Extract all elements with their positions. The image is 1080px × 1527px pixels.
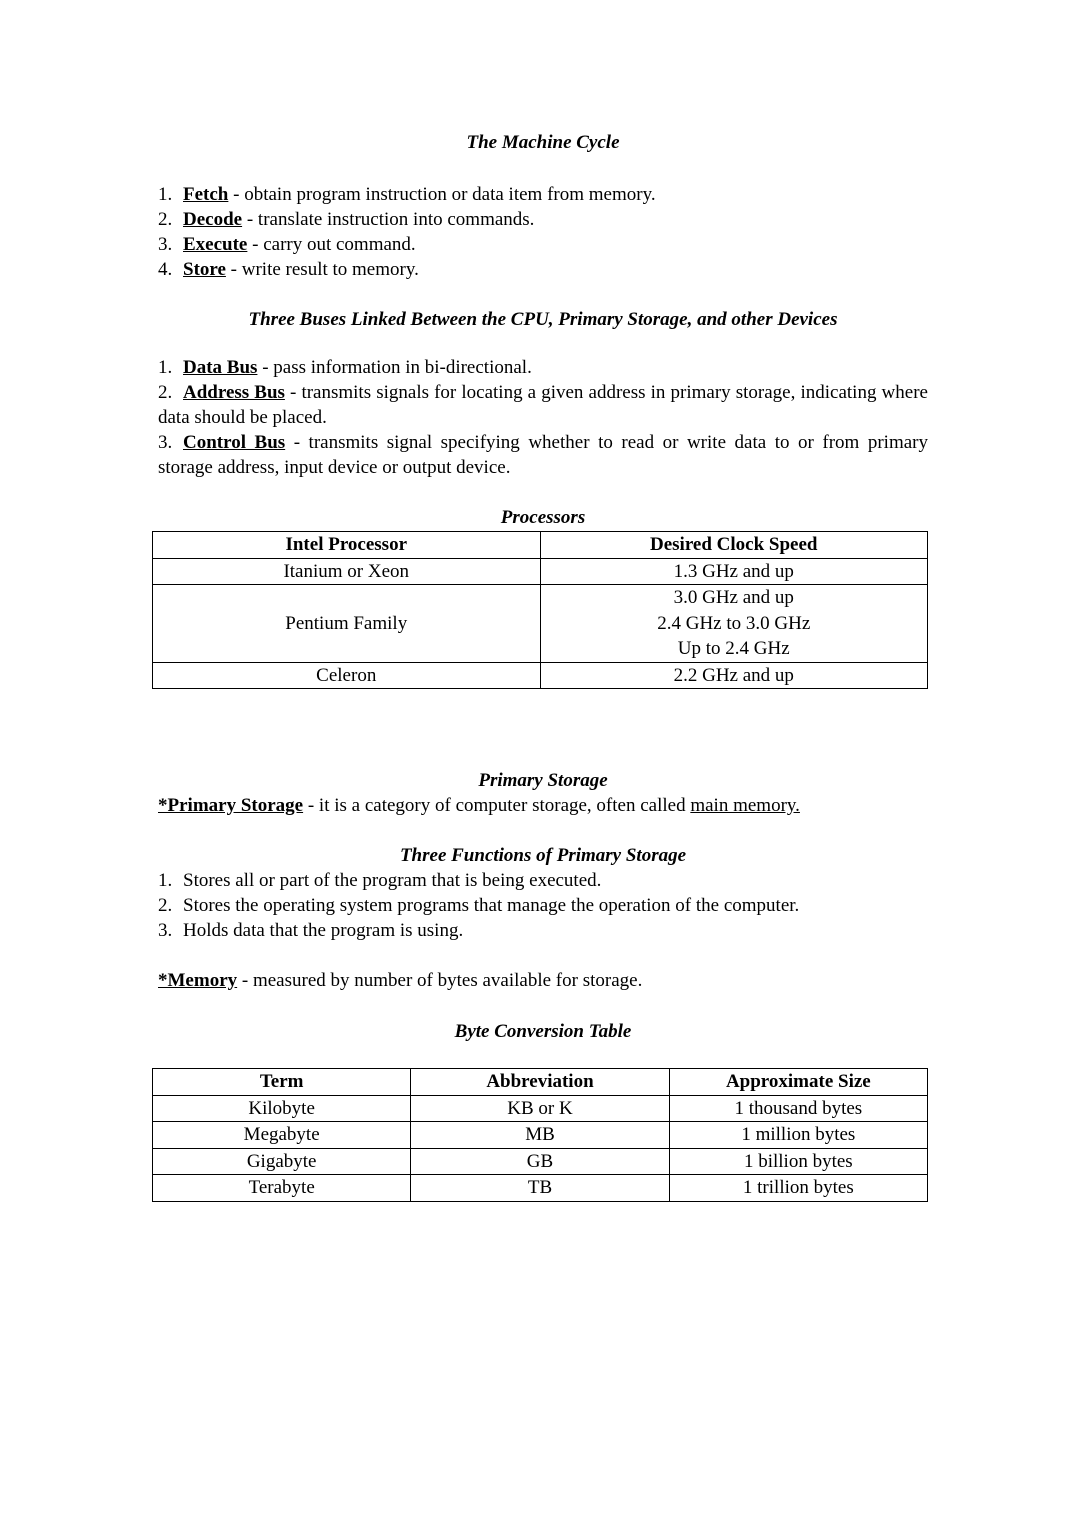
term-description: - write result to memory. (225, 259, 419, 280)
processors-table-container (152, 531, 928, 689)
function-text: Stores all or part of the program that is being executed. (183, 870, 602, 891)
cell-processor: Celeron (153, 662, 541, 689)
column-header-clock-speed: Desired Clock Speed (540, 532, 928, 559)
cell-term: Megabyte (153, 1122, 411, 1149)
table-header-row (153, 1069, 928, 1096)
list-number: 2. (158, 382, 173, 403)
term-memory: *Memory (158, 970, 238, 991)
cell-processor: Pentium Family (153, 585, 541, 663)
term-description: - pass information in bi-directional. (257, 357, 532, 378)
byte-conversion-table (152, 1068, 928, 1202)
cell-size: 1 billion bytes (669, 1148, 927, 1175)
byte-table-title: Byte Conversion Table (454, 1021, 632, 1042)
list-item (158, 232, 928, 257)
function-text: Stores the operating system programs that manage the operation of the computer. (183, 895, 800, 916)
table-header-row (153, 532, 928, 559)
byte-table-container (152, 1068, 928, 1202)
term-data-bus: Data Bus (183, 357, 258, 378)
cell-speed: 1.3 GHz and up (540, 558, 928, 585)
list-item (158, 355, 928, 380)
cell-speed: 2.2 GHz and up (540, 662, 928, 689)
cell-size: 1 trillion bytes (669, 1175, 927, 1202)
term-description: - translate instruction into commands. (242, 209, 535, 230)
term-description: - transmits signal specifying whether to read or write data to or from primary storage address, input device or output device. (158, 432, 928, 478)
list-number: 1. (158, 870, 173, 891)
memory-note (158, 968, 928, 993)
cell-processor: Itanium or Xeon (153, 558, 541, 585)
cell-abbreviation: KB or K (411, 1095, 669, 1122)
underlined-main-memory: main memory. (690, 795, 800, 816)
buses-list (158, 355, 928, 480)
machine-cycle-list (158, 182, 928, 282)
list-number: 3. (158, 432, 173, 453)
table-row (153, 585, 928, 663)
cell-term: Gigabyte (153, 1148, 411, 1175)
term-address-bus: Address Bus (183, 382, 285, 403)
list-number: 1. (158, 184, 173, 205)
term-control-bus: Control Bus (183, 432, 286, 453)
term-description: - measured by number of bytes available for storage. (237, 970, 643, 991)
term-description: - obtain program instruction or data item from memory. (228, 184, 656, 205)
functions-list (158, 868, 928, 943)
table-row (153, 662, 928, 689)
cell-speed (540, 585, 928, 663)
list-number: 3. (158, 920, 173, 941)
buses-title: Three Buses Linked Between the CPU, Primary Storage, and other Devices (248, 309, 838, 330)
speed-line: 3.0 GHz and up (673, 587, 794, 608)
list-item (158, 207, 928, 232)
list-item (158, 893, 928, 918)
list-item (158, 380, 928, 430)
speed-line: Up to 2.4 GHz (677, 638, 790, 659)
term-store: Store (183, 259, 226, 280)
functions-title: Three Functions of Primary Storage (399, 845, 687, 866)
column-header-intel-processor: Intel Processor (153, 532, 541, 559)
table-row (153, 1122, 928, 1149)
term-execute: Execute (183, 234, 248, 255)
cell-size: 1 thousand bytes (669, 1095, 927, 1122)
column-header-term: Term (153, 1069, 411, 1096)
list-number: 2. (158, 895, 173, 916)
processors-table (152, 531, 928, 689)
list-number: 2. (158, 209, 173, 230)
function-text: Holds data that the program is using. (183, 920, 464, 941)
term-fetch: Fetch (183, 184, 229, 205)
cell-size: 1 million bytes (669, 1122, 927, 1149)
table-row (153, 1175, 928, 1202)
list-number: 1. (158, 357, 173, 378)
speed-line: 2.4 GHz to 3.0 GHz (657, 612, 811, 634)
cell-term: Terabyte (153, 1175, 411, 1202)
cell-term: Kilobyte (153, 1095, 411, 1122)
list-item (158, 430, 928, 480)
term-description: - it is a category of computer storage, often called (303, 795, 691, 816)
list-item (158, 918, 928, 943)
cell-abbreviation: TB (411, 1175, 669, 1202)
cell-abbreviation: GB (411, 1148, 669, 1175)
term-primary-storage: *Primary Storage (158, 795, 304, 816)
list-item (158, 182, 928, 207)
term-description: - transmits signals for locating a given address in primary storage, indicating where data should be placed. (158, 382, 928, 428)
term-description: - carry out command. (247, 234, 416, 255)
primary-storage-definition (158, 793, 928, 818)
table-row (153, 1095, 928, 1122)
term-decode: Decode (183, 209, 243, 230)
cell-abbreviation: MB (411, 1122, 669, 1149)
list-number: 3. (158, 234, 173, 255)
list-item (158, 257, 928, 282)
machine-cycle-title: The Machine Cycle (466, 132, 620, 153)
primary-storage-title: Primary Storage (478, 770, 608, 791)
table-row (153, 558, 928, 585)
processors-title: Processors (500, 507, 586, 528)
table-row (153, 1148, 928, 1175)
list-item (158, 868, 928, 893)
list-number: 4. (158, 259, 173, 280)
column-header-abbreviation: Abbreviation (411, 1069, 669, 1096)
column-header-approximate-size: Approximate Size (669, 1069, 927, 1096)
